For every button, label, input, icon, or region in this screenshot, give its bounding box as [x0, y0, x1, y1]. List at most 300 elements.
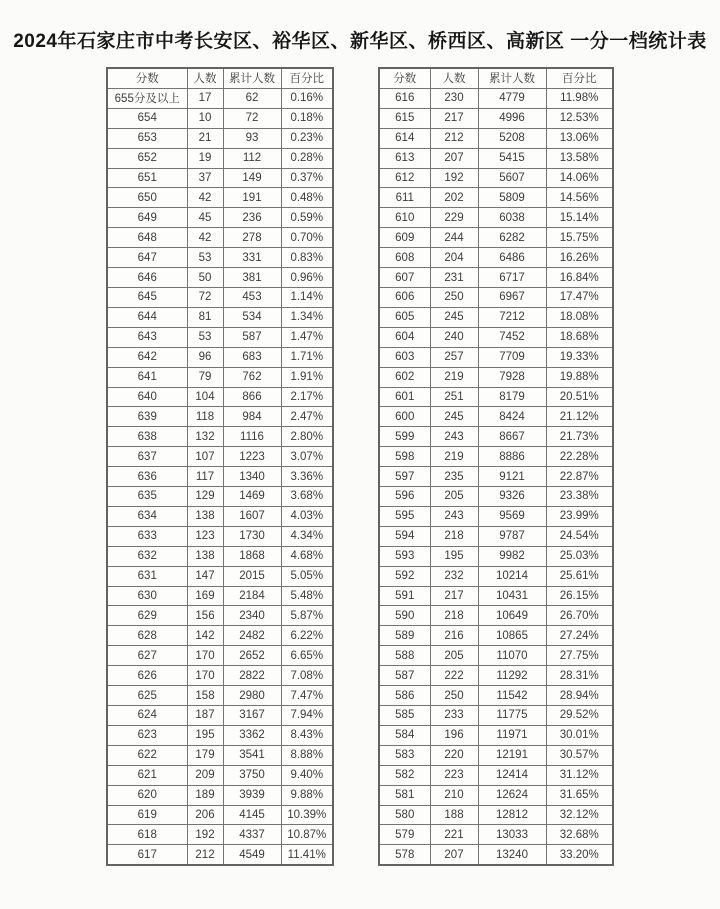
- cumulative-cell: 1340: [223, 467, 281, 487]
- table-row: [107, 208, 333, 228]
- score-cell: 638: [107, 427, 187, 447]
- cumulative-cell: 12414: [478, 765, 546, 785]
- score-cell: 615: [379, 108, 430, 128]
- score-cell: 602: [379, 367, 430, 387]
- table-row: [379, 785, 613, 805]
- score-cell: 595: [379, 506, 430, 526]
- cumulative-cell: 984: [223, 407, 281, 427]
- percent-cell: 3.36%: [281, 467, 333, 487]
- col-header-score: 分数: [107, 68, 187, 88]
- percent-cell: 13.06%: [546, 128, 613, 148]
- count-cell: 179: [187, 745, 223, 765]
- percent-cell: 26.15%: [546, 586, 613, 606]
- col-header-percent: 百分比: [546, 68, 613, 88]
- score-cell: 646: [107, 268, 187, 288]
- table-row: [379, 526, 613, 546]
- cumulative-cell: 534: [223, 307, 281, 327]
- table-row: [107, 407, 333, 427]
- percent-cell: 15.14%: [546, 208, 613, 228]
- table-row: [107, 487, 333, 507]
- count-cell: 42: [187, 188, 223, 208]
- percent-cell: 15.75%: [546, 228, 613, 248]
- percent-cell: 18.08%: [546, 307, 613, 327]
- count-cell: 207: [430, 148, 478, 168]
- cumulative-cell: 2652: [223, 646, 281, 666]
- percent-cell: 5.48%: [281, 586, 333, 606]
- table-body-right: [379, 88, 613, 865]
- cumulative-cell: 3541: [223, 745, 281, 765]
- cumulative-cell: 6717: [478, 268, 546, 288]
- count-cell: 53: [187, 248, 223, 268]
- percent-cell: 0.96%: [281, 268, 333, 288]
- table-row: [107, 188, 333, 208]
- count-cell: 170: [187, 646, 223, 666]
- count-cell: 235: [430, 467, 478, 487]
- cumulative-cell: 4337: [223, 825, 281, 845]
- table-row: [107, 626, 333, 646]
- count-cell: 218: [430, 526, 478, 546]
- score-cell: 622: [107, 745, 187, 765]
- percent-cell: 4.03%: [281, 506, 333, 526]
- score-cell: 655分及以上: [107, 88, 187, 108]
- cumulative-cell: 7928: [478, 367, 546, 387]
- percent-cell: 1.47%: [281, 327, 333, 347]
- count-cell: 142: [187, 626, 223, 646]
- table-row: [379, 586, 613, 606]
- count-cell: 195: [430, 546, 478, 566]
- count-cell: 107: [187, 447, 223, 467]
- count-cell: 212: [430, 128, 478, 148]
- count-cell: 250: [430, 686, 478, 706]
- count-cell: 42: [187, 228, 223, 248]
- score-cell: 594: [379, 526, 430, 546]
- table-row: [107, 606, 333, 626]
- count-cell: 231: [430, 268, 478, 288]
- count-cell: 250: [430, 287, 478, 307]
- cumulative-cell: 381: [223, 268, 281, 288]
- percent-cell: 21.73%: [546, 427, 613, 447]
- score-cell: 606: [379, 287, 430, 307]
- cumulative-cell: 3939: [223, 785, 281, 805]
- score-cell: 587: [379, 666, 430, 686]
- table-row: [107, 307, 333, 327]
- table-row: [379, 327, 613, 347]
- score-cell: 649: [107, 208, 187, 228]
- percent-cell: 8.43%: [281, 725, 333, 745]
- cumulative-cell: 2340: [223, 606, 281, 626]
- table-row: [107, 427, 333, 447]
- score-cell: 607: [379, 268, 430, 288]
- percent-cell: 24.54%: [546, 526, 613, 546]
- score-cell: 620: [107, 785, 187, 805]
- cumulative-cell: 6486: [478, 248, 546, 268]
- cumulative-cell: 8886: [478, 447, 546, 467]
- table-row: [107, 566, 333, 586]
- table-row: [379, 626, 613, 646]
- count-cell: 230: [430, 88, 478, 108]
- cumulative-cell: 4145: [223, 805, 281, 825]
- cumulative-cell: 10649: [478, 606, 546, 626]
- score-cell: 641: [107, 367, 187, 387]
- percent-cell: 31.65%: [546, 785, 613, 805]
- score-cell: 611: [379, 188, 430, 208]
- table-row: [379, 88, 613, 108]
- percent-cell: 4.68%: [281, 546, 333, 566]
- percent-cell: 16.26%: [546, 248, 613, 268]
- cumulative-cell: 5809: [478, 188, 546, 208]
- cumulative-cell: 2184: [223, 586, 281, 606]
- count-cell: 243: [430, 427, 478, 447]
- percent-cell: 16.84%: [546, 268, 613, 288]
- percent-cell: 21.12%: [546, 407, 613, 427]
- cumulative-cell: 7212: [478, 307, 546, 327]
- table-row: [379, 765, 613, 785]
- cumulative-cell: 3167: [223, 706, 281, 726]
- count-cell: 158: [187, 686, 223, 706]
- count-cell: 45: [187, 208, 223, 228]
- cumulative-cell: 5607: [478, 168, 546, 188]
- table-row: [379, 725, 613, 745]
- percent-cell: 6.22%: [281, 626, 333, 646]
- count-cell: 156: [187, 606, 223, 626]
- score-cell: 644: [107, 307, 187, 327]
- count-cell: 138: [187, 546, 223, 566]
- cumulative-cell: 3362: [223, 725, 281, 745]
- table-row: [107, 128, 333, 148]
- count-cell: 104: [187, 387, 223, 407]
- score-cell: 627: [107, 646, 187, 666]
- percent-cell: 6.65%: [281, 646, 333, 666]
- cumulative-cell: 9787: [478, 526, 546, 546]
- percent-cell: 14.06%: [546, 168, 613, 188]
- table-row: [379, 188, 613, 208]
- percent-cell: 22.87%: [546, 467, 613, 487]
- score-cell: 579: [379, 825, 430, 845]
- table-row: [107, 467, 333, 487]
- count-cell: 245: [430, 307, 478, 327]
- percent-cell: 12.53%: [546, 108, 613, 128]
- col-header-percent: 百分比: [281, 68, 333, 88]
- percent-cell: 0.48%: [281, 188, 333, 208]
- score-cell: 648: [107, 228, 187, 248]
- table-row: [107, 845, 333, 865]
- count-cell: 229: [430, 208, 478, 228]
- cumulative-cell: 6967: [478, 287, 546, 307]
- cumulative-cell: 1868: [223, 546, 281, 566]
- count-cell: 72: [187, 287, 223, 307]
- table-row: [379, 487, 613, 507]
- percent-cell: 19.88%: [546, 367, 613, 387]
- score-cell: 600: [379, 407, 430, 427]
- score-cell: 586: [379, 686, 430, 706]
- score-cell: 596: [379, 487, 430, 507]
- score-cell: 628: [107, 626, 187, 646]
- cumulative-cell: 2980: [223, 686, 281, 706]
- cumulative-cell: 2015: [223, 566, 281, 586]
- percent-cell: 0.59%: [281, 208, 333, 228]
- cumulative-cell: 236: [223, 208, 281, 228]
- table-row: [107, 586, 333, 606]
- count-cell: 216: [430, 626, 478, 646]
- table-row: [379, 805, 613, 825]
- percent-cell: 0.18%: [281, 108, 333, 128]
- cumulative-cell: 587: [223, 327, 281, 347]
- score-cell: 582: [379, 765, 430, 785]
- table-row: [379, 148, 613, 168]
- count-cell: 245: [430, 407, 478, 427]
- count-cell: 205: [430, 646, 478, 666]
- table-row: [107, 148, 333, 168]
- count-cell: 187: [187, 706, 223, 726]
- percent-cell: 13.58%: [546, 148, 613, 168]
- count-cell: 19: [187, 148, 223, 168]
- table-row: [107, 367, 333, 387]
- table-row: [107, 387, 333, 407]
- percent-cell: 27.75%: [546, 646, 613, 666]
- score-cell: 631: [107, 566, 187, 586]
- percent-cell: 0.37%: [281, 168, 333, 188]
- percent-cell: 0.28%: [281, 148, 333, 168]
- table-row: [107, 725, 333, 745]
- table-row: [107, 268, 333, 288]
- table-row: [107, 506, 333, 526]
- score-cell: 603: [379, 347, 430, 367]
- cumulative-cell: 5208: [478, 128, 546, 148]
- table-row: [107, 287, 333, 307]
- cumulative-cell: 1607: [223, 506, 281, 526]
- table-row: [379, 467, 613, 487]
- table-row: [379, 268, 613, 288]
- table-row: [107, 228, 333, 248]
- table-row: [379, 606, 613, 626]
- table-row: [107, 765, 333, 785]
- tables-container: [0, 67, 720, 866]
- percent-cell: 10.87%: [281, 825, 333, 845]
- cumulative-cell: 6038: [478, 208, 546, 228]
- table-row: [379, 108, 613, 128]
- percent-cell: 14.56%: [546, 188, 613, 208]
- table-row: [107, 785, 333, 805]
- percent-cell: 23.99%: [546, 506, 613, 526]
- percent-cell: 3.07%: [281, 447, 333, 467]
- score-cell: 621: [107, 765, 187, 785]
- score-cell: 618: [107, 825, 187, 845]
- score-cell: 630: [107, 586, 187, 606]
- count-cell: 204: [430, 248, 478, 268]
- cumulative-cell: 13240: [478, 845, 546, 865]
- count-cell: 117: [187, 467, 223, 487]
- score-cell: 590: [379, 606, 430, 626]
- cumulative-cell: 9982: [478, 546, 546, 566]
- percent-cell: 4.34%: [281, 526, 333, 546]
- col-header-count: 人数: [187, 68, 223, 88]
- cumulative-cell: 1730: [223, 526, 281, 546]
- count-cell: 240: [430, 327, 478, 347]
- score-cell: 583: [379, 745, 430, 765]
- score-cell: 588: [379, 646, 430, 666]
- cumulative-cell: 12624: [478, 785, 546, 805]
- cumulative-cell: 11070: [478, 646, 546, 666]
- score-cell: 626: [107, 666, 187, 686]
- percent-cell: 19.33%: [546, 347, 613, 367]
- score-cell: 593: [379, 546, 430, 566]
- cumulative-cell: 7709: [478, 347, 546, 367]
- cumulative-cell: 683: [223, 347, 281, 367]
- score-cell: 610: [379, 208, 430, 228]
- table-row: [107, 546, 333, 566]
- percent-cell: 29.52%: [546, 706, 613, 726]
- table-row: [379, 546, 613, 566]
- count-cell: 244: [430, 228, 478, 248]
- percent-cell: 5.05%: [281, 566, 333, 586]
- score-cell: 580: [379, 805, 430, 825]
- cumulative-cell: 9121: [478, 467, 546, 487]
- col-header-score: 分数: [379, 68, 430, 88]
- score-cell: 651: [107, 168, 187, 188]
- score-cell: 639: [107, 407, 187, 427]
- score-cell: 647: [107, 248, 187, 268]
- count-cell: 205: [430, 487, 478, 507]
- percent-cell: 0.16%: [281, 88, 333, 108]
- score-cell: 623: [107, 725, 187, 745]
- count-cell: 147: [187, 566, 223, 586]
- count-cell: 10: [187, 108, 223, 128]
- cumulative-cell: 3750: [223, 765, 281, 785]
- percent-cell: 17.47%: [546, 287, 613, 307]
- cumulative-cell: 13033: [478, 825, 546, 845]
- cumulative-cell: 10214: [478, 566, 546, 586]
- percent-cell: 28.31%: [546, 666, 613, 686]
- cumulative-cell: 7452: [478, 327, 546, 347]
- score-cell: 640: [107, 387, 187, 407]
- score-cell: 616: [379, 88, 430, 108]
- count-cell: 223: [430, 765, 478, 785]
- percent-cell: 31.12%: [546, 765, 613, 785]
- count-cell: 169: [187, 586, 223, 606]
- score-cell: 609: [379, 228, 430, 248]
- score-cell: 581: [379, 785, 430, 805]
- percent-cell: 20.51%: [546, 387, 613, 407]
- count-cell: 220: [430, 745, 478, 765]
- count-cell: 50: [187, 268, 223, 288]
- percent-cell: 7.47%: [281, 686, 333, 706]
- score-cell: 632: [107, 546, 187, 566]
- count-cell: 232: [430, 566, 478, 586]
- score-cell: 592: [379, 566, 430, 586]
- percent-cell: 2.17%: [281, 387, 333, 407]
- score-cell: 636: [107, 467, 187, 487]
- percent-cell: 11.41%: [281, 845, 333, 865]
- cumulative-cell: 4549: [223, 845, 281, 865]
- percent-cell: 22.28%: [546, 447, 613, 467]
- table-row: [107, 646, 333, 666]
- cumulative-cell: 453: [223, 287, 281, 307]
- cumulative-cell: 12191: [478, 745, 546, 765]
- table-row: [107, 88, 333, 108]
- score-cell: 578: [379, 845, 430, 865]
- table-row: [379, 407, 613, 427]
- percent-cell: 0.70%: [281, 228, 333, 248]
- cumulative-cell: 9569: [478, 506, 546, 526]
- score-cell: 645: [107, 287, 187, 307]
- score-cell: 633: [107, 526, 187, 546]
- cumulative-cell: 10865: [478, 626, 546, 646]
- count-cell: 243: [430, 506, 478, 526]
- score-cell: 654: [107, 108, 187, 128]
- table-row: [107, 108, 333, 128]
- cumulative-cell: 10431: [478, 586, 546, 606]
- cumulative-cell: 9326: [478, 487, 546, 507]
- percent-cell: 23.38%: [546, 487, 613, 507]
- count-cell: 195: [187, 725, 223, 745]
- count-cell: 118: [187, 407, 223, 427]
- cumulative-cell: 149: [223, 168, 281, 188]
- table-row: [107, 248, 333, 268]
- score-cell: 637: [107, 447, 187, 467]
- table-row: [379, 506, 613, 526]
- cumulative-cell: 8667: [478, 427, 546, 447]
- cumulative-cell: 762: [223, 367, 281, 387]
- score-cell: 652: [107, 148, 187, 168]
- count-cell: 17: [187, 88, 223, 108]
- table-row: [379, 228, 613, 248]
- cumulative-cell: 11542: [478, 686, 546, 706]
- count-cell: 192: [430, 168, 478, 188]
- table-row: [107, 745, 333, 765]
- cumulative-cell: 8424: [478, 407, 546, 427]
- table-row: [379, 706, 613, 726]
- table-row: [107, 327, 333, 347]
- percent-cell: 32.68%: [546, 825, 613, 845]
- table-row: [107, 168, 333, 188]
- count-cell: 207: [430, 845, 478, 865]
- count-cell: 221: [430, 825, 478, 845]
- header-row: [107, 68, 333, 88]
- cumulative-cell: 6282: [478, 228, 546, 248]
- table-row: [107, 805, 333, 825]
- col-header-count: 人数: [430, 68, 478, 88]
- score-cell: 617: [107, 845, 187, 865]
- count-cell: 192: [187, 825, 223, 845]
- percent-cell: 1.91%: [281, 367, 333, 387]
- count-cell: 79: [187, 367, 223, 387]
- table-row: [107, 686, 333, 706]
- cumulative-cell: 93: [223, 128, 281, 148]
- count-cell: 219: [430, 367, 478, 387]
- percent-cell: 1.71%: [281, 347, 333, 367]
- percent-cell: 5.87%: [281, 606, 333, 626]
- percent-cell: 2.47%: [281, 407, 333, 427]
- score-cell: 634: [107, 506, 187, 526]
- count-cell: 170: [187, 666, 223, 686]
- count-cell: 257: [430, 347, 478, 367]
- score-cell: 614: [379, 128, 430, 148]
- count-cell: 206: [187, 805, 223, 825]
- score-cell: 584: [379, 725, 430, 745]
- count-cell: 219: [430, 447, 478, 467]
- percent-cell: 7.08%: [281, 666, 333, 686]
- table-row: [379, 745, 613, 765]
- cumulative-cell: 2822: [223, 666, 281, 686]
- score-cell: 605: [379, 307, 430, 327]
- percent-cell: 10.39%: [281, 805, 333, 825]
- table-body-left: [107, 88, 333, 865]
- percent-cell: 25.03%: [546, 546, 613, 566]
- count-cell: 196: [430, 725, 478, 745]
- count-cell: 209: [187, 765, 223, 785]
- table-row: [379, 128, 613, 148]
- score-cell: 619: [107, 805, 187, 825]
